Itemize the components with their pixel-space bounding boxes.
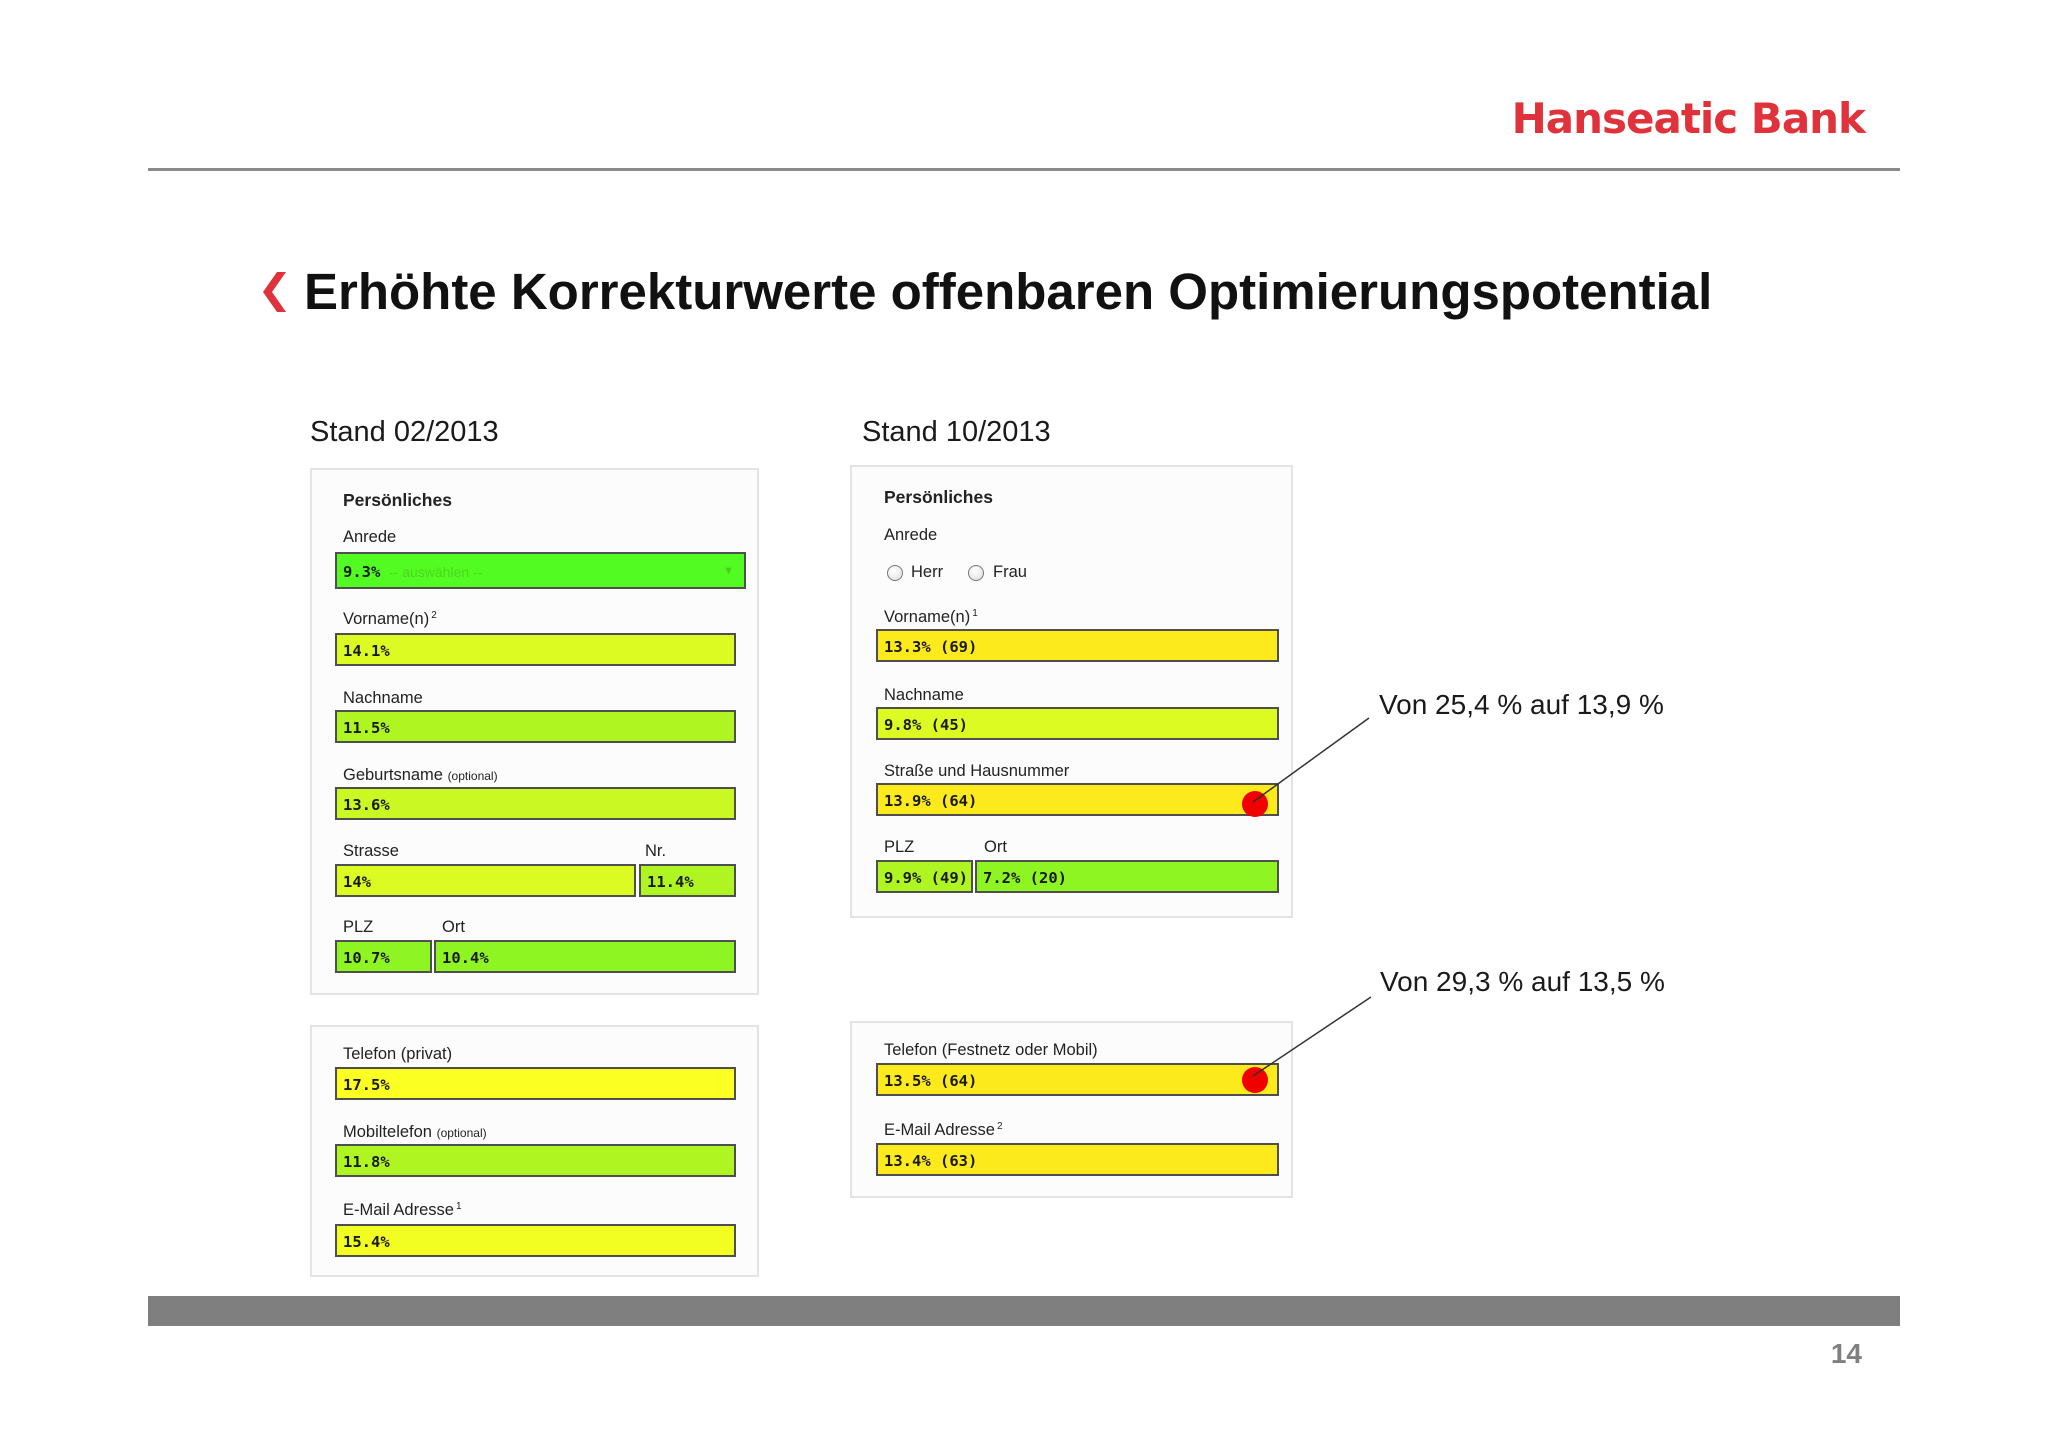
strasse-field[interactable] <box>876 783 1279 816</box>
telefon-field[interactable] <box>335 1067 736 1100</box>
annotation-telefon: Von 29,3 % auf 13,5 % <box>1380 966 1665 997</box>
vorname-field[interactable] <box>335 633 736 666</box>
header-divider <box>148 168 1900 171</box>
label-strasse: Strasse <box>343 842 399 860</box>
stand-heading-left: Stand 02/2013 <box>310 416 499 448</box>
label-anrede: Anrede <box>884 526 938 544</box>
label-strasse: Straße und Hausnummer <box>884 762 1070 780</box>
label-email: E-Mail Adresse $^1$ <box>343 1201 462 1219</box>
strasse-value: 13.9% (64) <box>884 792 978 810</box>
label-ort: Ort <box>984 838 1007 856</box>
nr-field[interactable] <box>639 864 736 897</box>
page-number: 14 <box>1830 1338 1862 1369</box>
ort-value: 10.4% <box>442 949 489 967</box>
nachname-value: 11.5% <box>343 719 390 737</box>
form-panel-left-personal <box>310 468 759 995</box>
label-herr: Herr <box>911 563 944 581</box>
anrede-select[interactable] <box>335 552 746 589</box>
anrede-placeholder: -- auswählen -- <box>389 564 483 580</box>
mobil-field[interactable] <box>335 1144 736 1177</box>
telefon-field[interactable] <box>876 1063 1279 1096</box>
label-geburtsname: Geburtsname (optional) <box>343 766 498 784</box>
label-vorname: Vorname(n) $^2$ <box>343 610 437 628</box>
strasse-value: 14% <box>343 873 371 891</box>
hanseatic-bank-logo: Hanseatic Bank <box>1511 94 1865 143</box>
plz-value: 9.9% (49) <box>884 869 968 887</box>
label-telefon: Telefon (privat) <box>343 1045 453 1063</box>
stand-heading-right: Stand 10/2013 <box>862 416 1051 448</box>
label-telefon: Telefon (Festnetz oder Mobil) <box>884 1041 1098 1059</box>
form-panel-right-personal <box>850 465 1293 918</box>
plz-field[interactable] <box>335 940 432 973</box>
email-value: 15.4% <box>343 1233 390 1251</box>
footer-bar <box>148 1296 1900 1326</box>
chevron-down-icon: ▼ <box>723 565 734 577</box>
nr-value: 11.4% <box>647 873 694 891</box>
slide-title: Erhöhte Korrekturwerte offenbaren Optimierungspotential <box>304 263 1713 320</box>
vorname-value: 13.3% (69) <box>884 638 978 656</box>
form-panel-left-contact <box>310 1025 759 1277</box>
geburtsname-value: 13.6% <box>343 796 390 814</box>
ort-field[interactable] <box>975 860 1279 893</box>
nachname-field[interactable] <box>876 707 1279 740</box>
label-mobil: Mobiltelefon (optional) <box>343 1123 487 1141</box>
form-panel-right-contact <box>850 1021 1293 1198</box>
label-frau: Frau <box>993 563 1027 581</box>
label-nr: Nr. <box>645 842 667 860</box>
chevron-left-icon <box>262 270 288 314</box>
email-value: 13.4% (63) <box>884 1152 978 1170</box>
mobil-value: 11.8% <box>343 1153 390 1171</box>
telefon-value: 17.5% <box>343 1076 390 1094</box>
section-title: Persönliches <box>884 487 993 507</box>
telefon-value: 13.5% (64) <box>884 1072 978 1090</box>
plz-value: 10.7% <box>343 949 390 967</box>
label-plz: PLZ <box>884 838 915 856</box>
section-title: Persönliches <box>343 490 452 510</box>
radio-herr[interactable] <box>887 565 903 581</box>
ort-value: 7.2% (20) <box>983 869 1067 887</box>
label-email: E-Mail Adresse $^2$ <box>884 1121 1003 1139</box>
marker-dot-strasse <box>1242 791 1268 817</box>
label-anrede: Anrede <box>343 528 397 546</box>
ort-field[interactable] <box>434 940 736 973</box>
label-vorname: Vorname(n) $^1$ <box>884 608 978 626</box>
label-ort: Ort <box>442 918 465 936</box>
email-field[interactable] <box>335 1224 736 1257</box>
annotation-strasse: Von 25,4 % auf 13,9 % <box>1379 689 1664 720</box>
vorname-field[interactable] <box>876 629 1279 662</box>
marker-dot-telefon <box>1242 1067 1268 1093</box>
strasse-field[interactable] <box>335 864 636 897</box>
nachname-field[interactable] <box>335 710 736 743</box>
email-field[interactable] <box>876 1143 1279 1176</box>
label-plz: PLZ <box>343 918 374 936</box>
vorname-value: 14.1% <box>343 642 390 660</box>
nachname-value: 9.8% (45) <box>884 716 968 734</box>
label-nachname: Nachname <box>884 686 964 704</box>
geburtsname-field[interactable] <box>335 787 736 820</box>
radio-frau[interactable] <box>968 565 984 581</box>
plz-field[interactable] <box>876 860 973 893</box>
anrede-value: 9.3% <box>343 563 381 581</box>
label-nachname: Nachname <box>343 689 423 707</box>
